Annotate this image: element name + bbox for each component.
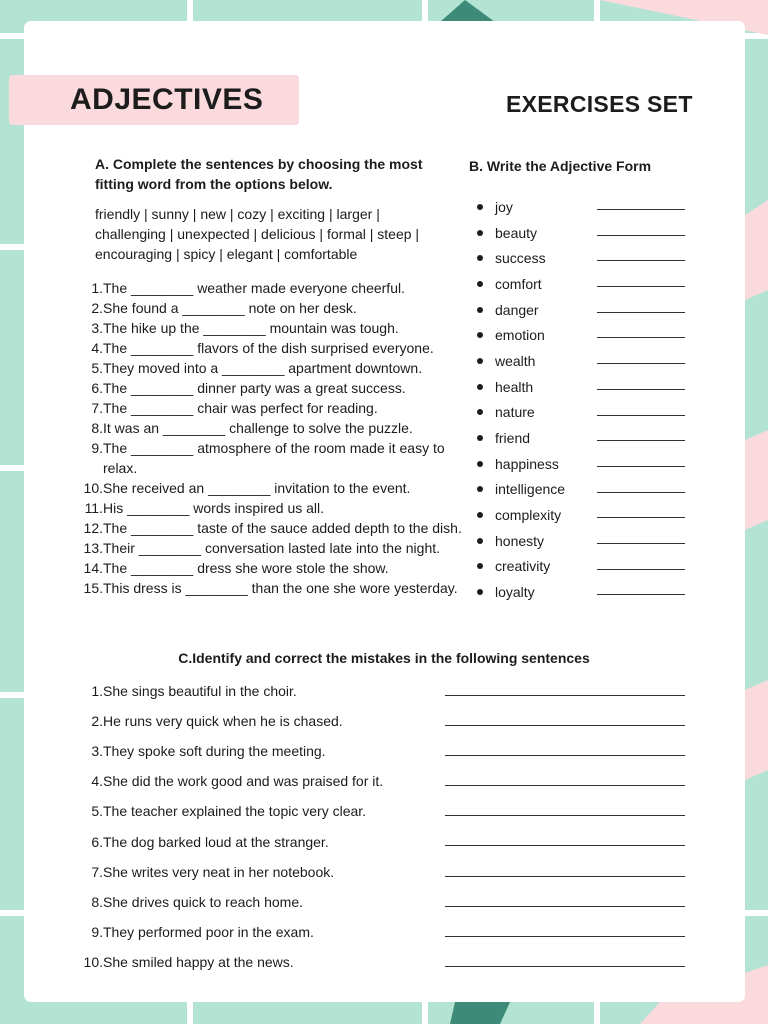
sentence-item — [78, 538, 463, 558]
word-item — [477, 451, 692, 477]
page-subtitle: EXERCISES SET — [506, 91, 693, 117]
answer-blank[interactable] — [597, 466, 685, 467]
item-number: 9. — [91, 440, 103, 456]
noun-word: happiness — [495, 455, 559, 472]
bullet-icon — [477, 204, 483, 210]
bullet-icon — [477, 589, 483, 595]
sentence-text: They moved into a ________ apartment downtown. — [103, 360, 423, 376]
item-number: 3. — [91, 743, 103, 760]
answer-blank[interactable] — [445, 725, 685, 726]
sentence-item — [78, 418, 463, 438]
bullet-icon — [477, 563, 483, 569]
answer-blank[interactable] — [597, 260, 685, 261]
noun-word: complexity — [495, 507, 562, 524]
noun-word: friend — [495, 430, 531, 447]
sentence-text: It was an ________ challenge to solve the puzzle. — [103, 420, 413, 436]
noun-word: wealth — [495, 352, 536, 369]
word-item — [477, 297, 692, 323]
sentence-item — [78, 298, 463, 318]
word-item — [477, 322, 692, 348]
sentence-item — [78, 438, 463, 478]
mistake-item — [78, 887, 686, 917]
item-number: 4. — [91, 340, 103, 356]
item-number: 4. — [91, 773, 103, 790]
item-number: 1. — [91, 683, 103, 700]
item-number: 12. — [83, 520, 103, 536]
item-number: 2. — [91, 300, 103, 316]
sentence-text: The ________ flavors of the dish surprised everyone. — [103, 340, 434, 356]
bullet-icon — [477, 332, 483, 338]
answer-blank[interactable] — [445, 845, 685, 846]
item-number: 9. — [91, 923, 103, 940]
word-item — [477, 425, 692, 451]
word-item — [477, 245, 692, 271]
item-number: 8. — [91, 420, 103, 436]
word-item — [477, 400, 692, 426]
answer-blank[interactable] — [597, 286, 685, 287]
answer-blank[interactable] — [597, 543, 685, 544]
answer-blank[interactable] — [597, 594, 685, 595]
sentence-item — [78, 498, 463, 518]
bullet-icon — [477, 230, 483, 236]
sentence-text: The teacher explained the topic very clear. — [103, 803, 367, 820]
word-item — [477, 554, 692, 580]
item-number: 8. — [91, 893, 103, 910]
answer-blank[interactable] — [597, 235, 685, 236]
word-item — [477, 477, 692, 503]
sentence-item — [78, 338, 463, 358]
sentence-item — [78, 578, 463, 598]
answer-blank[interactable] — [445, 876, 685, 877]
sentence-text: They spoke soft during the meeting. — [103, 743, 326, 760]
answer-blank[interactable] — [445, 785, 685, 786]
sentence-text: She did the work good and was praised for it. — [103, 773, 384, 790]
sentence-text: She sings beautiful in the choir. — [103, 683, 297, 700]
bullet-icon — [477, 538, 483, 544]
item-number: 13. — [83, 540, 103, 556]
bullet-icon — [477, 358, 483, 364]
sentence-text: Their ________ conversation lasted late into the night. — [103, 540, 441, 556]
item-number: 5. — [91, 360, 103, 376]
noun-word: emotion — [495, 327, 545, 344]
word-item — [477, 220, 692, 246]
word-item — [477, 348, 692, 374]
page-title: ADJECTIVES — [70, 83, 264, 116]
sentence-item — [78, 378, 463, 398]
sentence-text: They performed poor in the exam. — [103, 923, 314, 940]
noun-word: success — [495, 250, 546, 267]
mistake-item — [78, 766, 686, 796]
bullet-icon — [477, 461, 483, 467]
sentence-text: She drives quick to reach home. — [103, 893, 303, 910]
mistake-item — [78, 736, 686, 766]
section-a-heading: A. Complete the sentences by choosing the most fitting word from the options below. — [95, 156, 423, 192]
mistake-item — [78, 826, 686, 856]
word-item — [477, 502, 692, 528]
sentence-item — [78, 558, 463, 578]
bullet-icon — [477, 281, 483, 287]
bullet-icon — [477, 409, 483, 415]
answer-blank[interactable] — [597, 209, 685, 210]
sentence-text: The dog barked loud at the stranger. — [103, 833, 329, 850]
answer-blank[interactable] — [445, 966, 685, 967]
sentence-item — [78, 318, 463, 338]
bullet-icon — [477, 435, 483, 441]
mistake-item — [78, 676, 686, 706]
bullet-icon — [477, 486, 483, 492]
noun-word: danger — [495, 301, 539, 318]
item-number: 11. — [84, 500, 103, 516]
word-item — [477, 374, 692, 400]
sentence-item — [78, 478, 463, 498]
noun-word: health — [495, 378, 534, 395]
sentence-text: The ________ atmosphere of the room made it easy to relax. — [103, 440, 445, 476]
item-number: 14. — [83, 560, 103, 576]
noun-word: joy — [495, 198, 513, 215]
word-item — [477, 579, 692, 605]
sentence-text: She received an ________ invitation to the event. — [103, 480, 411, 496]
bullet-icon — [477, 307, 483, 313]
noun-word: comfort — [495, 275, 542, 292]
mistake-item — [78, 796, 686, 826]
word-item — [477, 528, 692, 554]
item-number: 15. — [83, 580, 103, 596]
sentence-text: The ________ weather made everyone cheerful. — [103, 280, 405, 296]
noun-word: creativity — [495, 558, 551, 575]
answer-blank[interactable] — [445, 906, 685, 907]
answer-blank[interactable] — [445, 755, 685, 756]
sentence-text: His ________ words inspired us all. — [103, 500, 325, 516]
section-a-list — [78, 278, 463, 598]
section-b-list — [477, 194, 692, 605]
sentence-text: He runs very quick when he is chased. — [103, 713, 343, 730]
word-options: friendly | sunny | new | cozy | exciting | larger | challenging | unexpected | delicious | formal | steep | encouraging | spicy | elegant | comfortable — [95, 206, 420, 262]
bullet-icon — [477, 384, 483, 390]
mistake-item — [78, 706, 686, 736]
sentence-text: The ________ dress she wore stole the show. — [103, 560, 389, 576]
sentence-item — [78, 518, 463, 538]
noun-word: honesty — [495, 532, 545, 549]
answer-blank[interactable] — [597, 389, 685, 390]
mistake-item — [78, 947, 686, 977]
sentence-text: She writes very neat in her notebook. — [103, 863, 335, 880]
sentence-text: She smiled happy at the news. — [103, 953, 294, 970]
sentence-text: She found a ________ note on her desk. — [103, 300, 357, 316]
item-number: 10. — [83, 953, 103, 970]
answer-blank[interactable] — [597, 440, 685, 441]
answer-blank[interactable] — [597, 337, 685, 338]
item-number: 6. — [91, 833, 103, 850]
answer-blank[interactable] — [597, 492, 685, 493]
sentence-text: This dress is ________ than the one she wore yesterday. — [103, 580, 458, 596]
bullet-icon — [477, 512, 483, 518]
sentence-text: The ________ chair was perfect for reading. — [103, 400, 378, 416]
item-number: 6. — [91, 380, 103, 396]
section-c-list — [78, 676, 686, 977]
item-number: 10. — [83, 480, 103, 496]
item-number: 7. — [91, 400, 103, 416]
sentence-text: The ________ taste of the sauce added depth to the dish. — [103, 520, 462, 536]
mistake-item — [78, 857, 686, 887]
noun-word: loyalty — [495, 584, 535, 601]
noun-word: beauty — [495, 224, 538, 241]
bullet-icon — [477, 255, 483, 261]
section-c-heading: C.Identify and correct the mistakes in the following sentences — [178, 650, 590, 666]
sentence-text: The hike up the ________ mountain was tough. — [103, 320, 399, 336]
item-number: 3. — [91, 320, 103, 336]
sentence-text: The ________ dinner party was a great success. — [103, 380, 406, 396]
sentence-item — [78, 358, 463, 378]
noun-word: intelligence — [495, 481, 566, 498]
sentence-item — [78, 398, 463, 418]
section-b-heading: B. Write the Adjective Form — [469, 158, 652, 174]
answer-blank[interactable] — [445, 936, 685, 937]
item-number: 1. — [91, 280, 103, 296]
word-item — [477, 194, 692, 220]
answer-blank[interactable] — [597, 569, 685, 570]
sentence-item — [78, 278, 463, 298]
noun-word: nature — [495, 404, 535, 421]
answer-blank[interactable] — [597, 312, 685, 313]
word-item — [477, 271, 692, 297]
answer-blank[interactable] — [597, 517, 685, 518]
item-number: 2. — [91, 713, 103, 730]
item-number: 5. — [91, 803, 103, 820]
answer-blank[interactable] — [597, 415, 685, 416]
mistake-item — [78, 917, 686, 947]
answer-blank[interactable] — [445, 695, 685, 696]
item-number: 7. — [91, 863, 103, 880]
answer-blank[interactable] — [445, 815, 685, 816]
answer-blank[interactable] — [597, 363, 685, 364]
